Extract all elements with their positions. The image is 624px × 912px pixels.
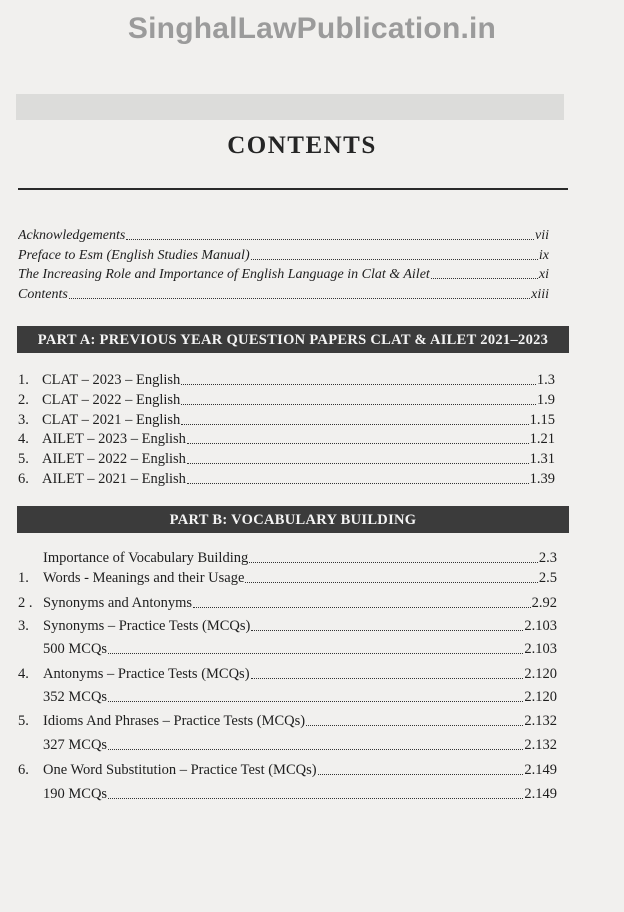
toc-entry-acknowledgements <box>18 228 549 244</box>
entry-label: 352 MCQs <box>43 689 108 705</box>
entry-label: CLAT – 2021 – English <box>42 412 181 428</box>
entry-label: 500 MCQs <box>43 641 108 657</box>
dot-leader <box>187 483 529 484</box>
entry-label: CLAT – 2023 – English <box>42 372 181 388</box>
entry-label: Synonyms – Practice Tests (MCQs) <box>43 618 251 634</box>
entry-label: Words - Meanings and their Usage <box>43 570 245 586</box>
entry-number: 2. <box>18 392 29 408</box>
entry-label: 327 MCQs <box>43 737 108 753</box>
part-a-entry <box>18 392 555 409</box>
dot-leader <box>108 653 523 654</box>
entry-page: 1.9 <box>536 392 555 408</box>
entry-page: vii <box>535 228 549 243</box>
part-a-entry <box>18 372 555 389</box>
part-b-header: PART B: VOCABULARY BUILDING <box>17 506 569 533</box>
entry-label: AILET – 2023 – English <box>42 431 186 447</box>
part-b-entry <box>18 713 557 730</box>
entry-label: Synonyms and Antonyms <box>43 595 193 611</box>
entry-number: 4. <box>18 431 29 447</box>
entry-page: 2.149 <box>524 762 557 778</box>
entry-number: 6. <box>18 471 29 487</box>
entry-page: 2.149 <box>524 786 557 802</box>
page-title: CONTENTS <box>227 132 377 159</box>
part-a-header: PART A: PREVIOUS YEAR QUESTION PAPERS CLAT & AILET 2021–2023 <box>17 326 569 353</box>
entry-page: 1.21 <box>529 431 555 447</box>
entry-page: 2.103 <box>524 618 557 634</box>
entry-number: 3. <box>18 412 29 428</box>
entry-page: xi <box>538 267 549 282</box>
entry-page: 1.15 <box>529 412 555 428</box>
dot-leader <box>251 259 538 260</box>
entry-page: ix <box>538 248 549 263</box>
entry-label: Idioms And Phrases – Practice Tests (MCQs) <box>43 713 306 729</box>
watermark: SinghalLawPublication.in <box>127 12 497 45</box>
dot-leader <box>181 404 536 405</box>
title-divider <box>18 188 568 190</box>
entry-page: 2.5 <box>538 570 557 586</box>
part-b-entry <box>18 762 557 779</box>
entry-number: 5. <box>18 451 29 467</box>
entry-page: 1.31 <box>529 451 555 467</box>
part-b-entry <box>43 550 557 567</box>
entry-label: Contents <box>18 287 68 302</box>
part-a-entry <box>18 451 555 468</box>
entry-label: Acknowledgements <box>18 228 126 243</box>
entry-label: One Word Substitution – Practice Test (MCQs) <box>43 762 317 778</box>
toc-entry-preface <box>18 248 549 264</box>
dot-leader <box>431 278 538 279</box>
toc-entry-contents <box>18 287 549 303</box>
dot-leader <box>245 582 537 583</box>
dot-leader <box>187 463 529 464</box>
entry-number: 1. <box>18 570 29 586</box>
entry-label: AILET – 2022 – English <box>42 451 186 467</box>
dot-leader <box>108 701 523 702</box>
dot-leader <box>69 298 530 299</box>
part-b-entry <box>18 570 557 587</box>
part-b-subentry <box>43 786 557 803</box>
toc-entry-increasing-role <box>18 267 549 283</box>
part-b-entry <box>18 618 557 635</box>
entry-page: 2.3 <box>538 550 557 566</box>
dot-leader <box>251 630 523 631</box>
entry-number: 1. <box>18 372 29 388</box>
part-a-entry <box>18 431 555 448</box>
bleed-through-band <box>16 94 564 120</box>
entry-page: 2.92 <box>531 595 557 611</box>
dot-leader <box>181 424 528 425</box>
entry-number: 3. <box>18 618 29 634</box>
part-b-entry <box>18 666 557 683</box>
part-b-subentry <box>43 689 557 706</box>
entry-page: xiii <box>531 287 549 302</box>
part-b-entry <box>18 595 557 612</box>
dot-leader <box>108 749 523 750</box>
entry-page: 2.120 <box>524 689 557 705</box>
entry-page: 2.132 <box>524 737 557 753</box>
entry-page: 2.120 <box>524 666 557 682</box>
dot-leader <box>108 798 523 799</box>
dot-leader <box>181 384 536 385</box>
part-b-subentry <box>43 737 557 754</box>
dot-leader <box>187 443 529 444</box>
entry-number: 5. <box>18 713 29 729</box>
entry-page: 1.3 <box>536 372 555 388</box>
entry-label: The Increasing Role and Importance of English Language in Clat & Ailet <box>18 267 430 282</box>
part-a-entry <box>18 412 555 429</box>
entry-number: 2 . <box>18 595 33 611</box>
dot-leader <box>306 725 523 726</box>
entry-page: 2.103 <box>524 641 557 657</box>
entry-number: 4. <box>18 666 29 682</box>
dot-leader <box>249 562 538 563</box>
dot-leader <box>193 607 531 608</box>
entry-label: Importance of Vocabulary Building <box>43 550 249 566</box>
entry-label: Preface to Esm (English Studies Manual) <box>18 248 250 263</box>
entry-label: CLAT – 2022 – English <box>42 392 181 408</box>
dot-leader <box>251 678 524 679</box>
entry-page: 1.39 <box>529 471 555 487</box>
entry-page: 2.132 <box>524 713 557 729</box>
part-b-subentry <box>43 641 557 658</box>
part-a-entry <box>18 471 555 488</box>
entry-label: 190 MCQs <box>43 786 108 802</box>
entry-label: Antonyms – Practice Tests (MCQs) <box>43 666 250 682</box>
dot-leader <box>318 774 524 775</box>
entry-number: 6. <box>18 762 29 778</box>
entry-label: AILET – 2021 – English <box>42 471 186 487</box>
dot-leader <box>126 239 534 240</box>
